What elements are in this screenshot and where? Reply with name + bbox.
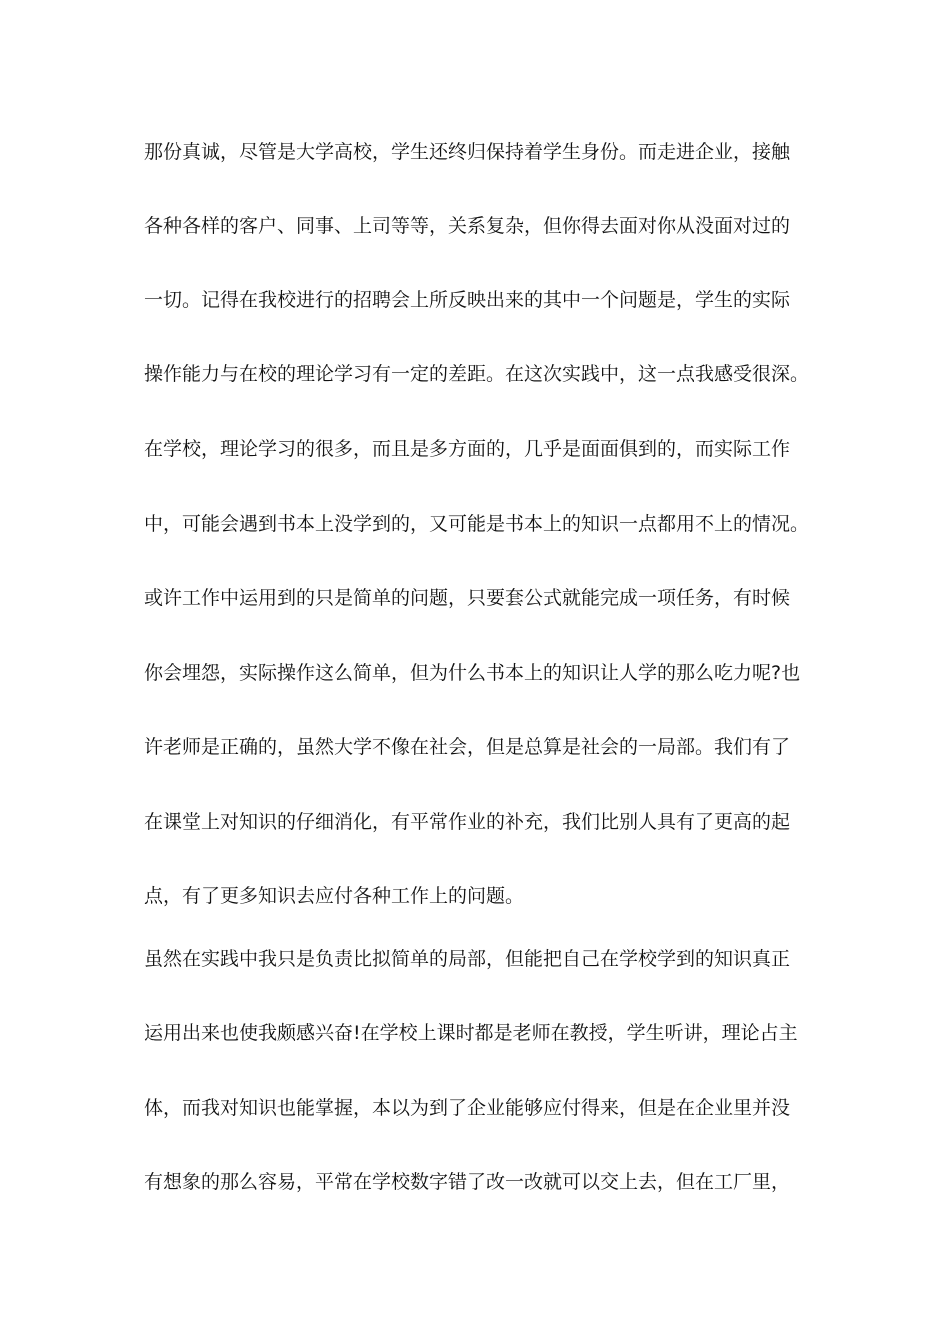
text-line: 一切。记得在我校进行的招聘会上所反映出来的其中一个问题是，学生的实际: [144, 289, 791, 311]
text-line: 那份真诚，尽管是大学高校，学生还终归保持着学生身份。而走进企业，接触: [144, 141, 791, 163]
text-line: 在课堂上对知识的仔细消化，有平常作业的补充，我们比别人具有了更高的起: [144, 811, 791, 833]
text-line: 点，有了更多知识去应付各种工作上的问题。: [144, 885, 525, 907]
text-line: 虽然在实践中我只是负责比拟简单的局部，但能把自己在学校学到的知识真正: [144, 948, 791, 970]
text-line: 或许工作中运用到的只是简单的问题，只要套公式就能完成一项任务，有时候: [144, 587, 791, 609]
text-line: 体，而我对知识也能掌握，本以为到了企业能够应付得来，但是在企业里并没: [144, 1097, 791, 1119]
text-line: 各种各样的客户、同事、上司等等，关系复杂，但你得去面对你从没面对过的: [144, 215, 791, 237]
text-line: 运用出来也使我颇感兴奋!在学校上课时都是老师在教授，学生听讲，理论占主: [144, 1022, 798, 1044]
text-line: 有想象的那么容易，平常在学校数字错了改一改就可以交上去，但在工厂里，: [144, 1171, 791, 1193]
text-line: 在学校，理论学习的很多，而且是多方面的，几乎是面面俱到的，而实际工作: [144, 438, 791, 460]
text-line: 你会埋怨，实际操作这么简单，但为什么书本上的知识让人学的那么吃力呢?也: [144, 662, 801, 684]
text-line: 中，可能会遇到书本上没学到的，又可能是书本上的知识一点都用不上的情况。: [144, 513, 810, 535]
text-line: 许老师是正确的，虽然大学不像在社会，但是总算是社会的一局部。我们有了: [144, 736, 791, 758]
text-line: 操作能力与在校的理论学习有一定的差距。在这次实践中，这一点我感受很深。: [144, 363, 810, 385]
